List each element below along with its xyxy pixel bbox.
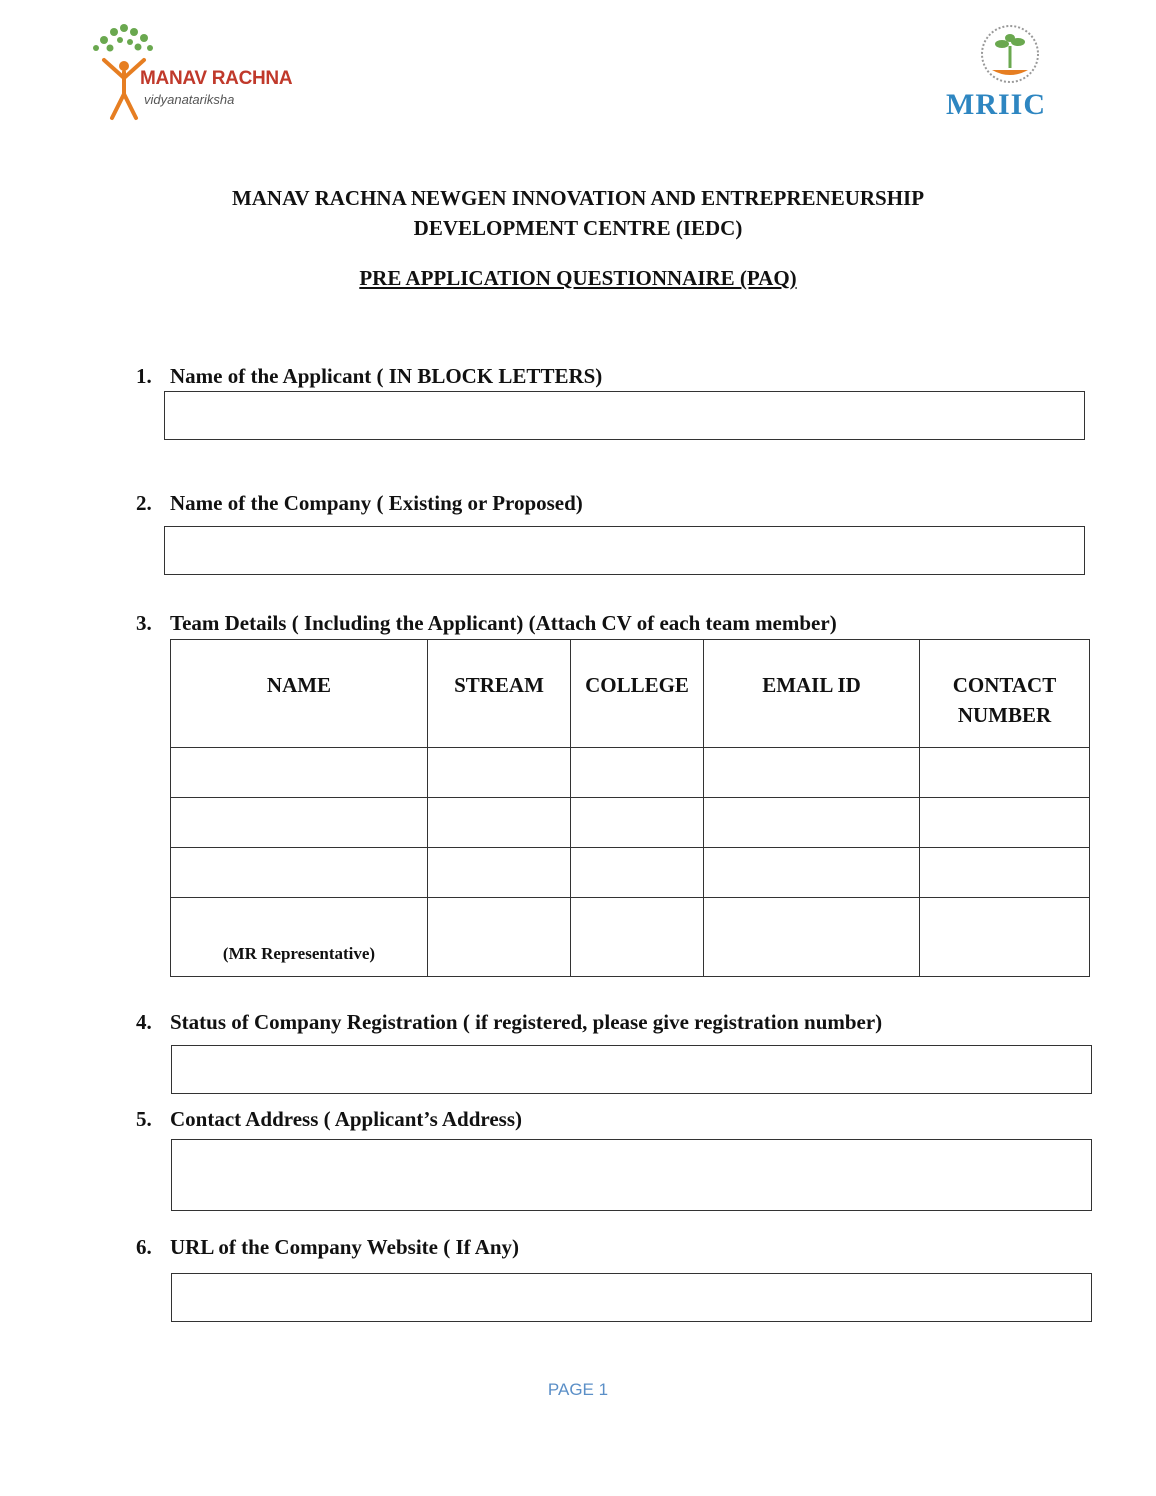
left-logo-brand: MANAV RACHNA (140, 68, 293, 89)
table-cell[interactable] (171, 798, 428, 848)
question-2-label (136, 491, 583, 516)
question-text: Status of Company Registration ( if registered, please give registration number) (170, 1010, 883, 1034)
table-cell[interactable] (920, 898, 1090, 977)
table-cell[interactable] (171, 848, 428, 898)
column-header-stream: STREAM (428, 640, 571, 748)
table-cell[interactable] (704, 798, 920, 848)
question-number: 5. (136, 1107, 152, 1131)
table-cell[interactable] (428, 848, 571, 898)
table-cell[interactable] (704, 748, 920, 798)
question-1-label (136, 364, 602, 389)
question-text: Name of the Applicant ( IN BLOCK LETTERS) (170, 364, 603, 388)
column-header-email: EMAIL ID (704, 640, 920, 748)
question-number: 1. (136, 364, 152, 388)
team-details-table (170, 639, 1090, 977)
table-row (171, 848, 1090, 898)
table-header-row (171, 640, 1090, 748)
table-row-mr-representative (171, 898, 1090, 977)
contact-address-field[interactable] (171, 1139, 1092, 1211)
left-logo-tagline: vidyanatariksha (144, 92, 235, 107)
table-cell[interactable] (571, 798, 704, 848)
column-header-name: NAME (171, 640, 428, 748)
question-text: URL of the Company Website ( If Any) (170, 1235, 520, 1259)
company-name-field[interactable] (164, 526, 1085, 575)
seal-plant-icon (970, 22, 1050, 86)
question-3-label (136, 611, 837, 636)
document-subtitle: PRE APPLICATION QUESTIONNAIRE (PAQ) (359, 266, 797, 290)
question-text: Team Details ( Including the Applicant) (Attach CV of each team member) (170, 611, 837, 635)
column-header-college: COLLEGE (571, 640, 704, 748)
question-5-label (136, 1107, 522, 1132)
registration-status-field[interactable] (171, 1045, 1092, 1094)
mr-representative-label: (MR Representative) (222, 944, 376, 963)
table-cell[interactable] (571, 748, 704, 798)
table-cell[interactable] (428, 898, 571, 977)
table-cell[interactable] (171, 748, 428, 798)
question-number: 2. (136, 491, 152, 515)
table-cell[interactable] (704, 848, 920, 898)
right-logo-brand: MRIIC (946, 88, 1046, 121)
company-website-field[interactable] (171, 1273, 1092, 1322)
table-cell[interactable] (571, 898, 704, 977)
manav-rachna-logo (74, 22, 324, 126)
question-text: Contact Address ( Applicant’s Address) (170, 1107, 522, 1131)
table-cell[interactable] (428, 798, 571, 848)
table-cell[interactable] (920, 748, 1090, 798)
question-4-label (136, 1010, 882, 1035)
table-cell[interactable] (428, 748, 571, 798)
table-row (171, 798, 1090, 848)
column-header-contact: CONTACT NUMBER (920, 640, 1090, 748)
document-title-line1: MANAV RACHNA NEWGEN INNOVATION AND ENTREPRENEURSHIP (231, 186, 925, 210)
question-number: 6. (136, 1235, 152, 1259)
question-text: Name of the Company ( Existing or Proposed) (170, 491, 583, 515)
document-title-line2: DEVELOPMENT CENTRE (IEDC) (413, 216, 743, 240)
question-6-label (136, 1235, 519, 1260)
table-cell[interactable] (704, 898, 920, 977)
table-cell[interactable] (920, 798, 1090, 848)
table-cell[interactable] (571, 848, 704, 898)
table-cell[interactable] (171, 898, 428, 977)
applicant-name-field[interactable] (164, 391, 1085, 440)
question-number: 3. (136, 611, 152, 635)
table-cell[interactable] (920, 848, 1090, 898)
table-row (171, 748, 1090, 798)
question-number: 4. (136, 1010, 152, 1034)
mriic-logo (930, 22, 1090, 122)
page-number: PAGE 1 (547, 1380, 609, 1399)
